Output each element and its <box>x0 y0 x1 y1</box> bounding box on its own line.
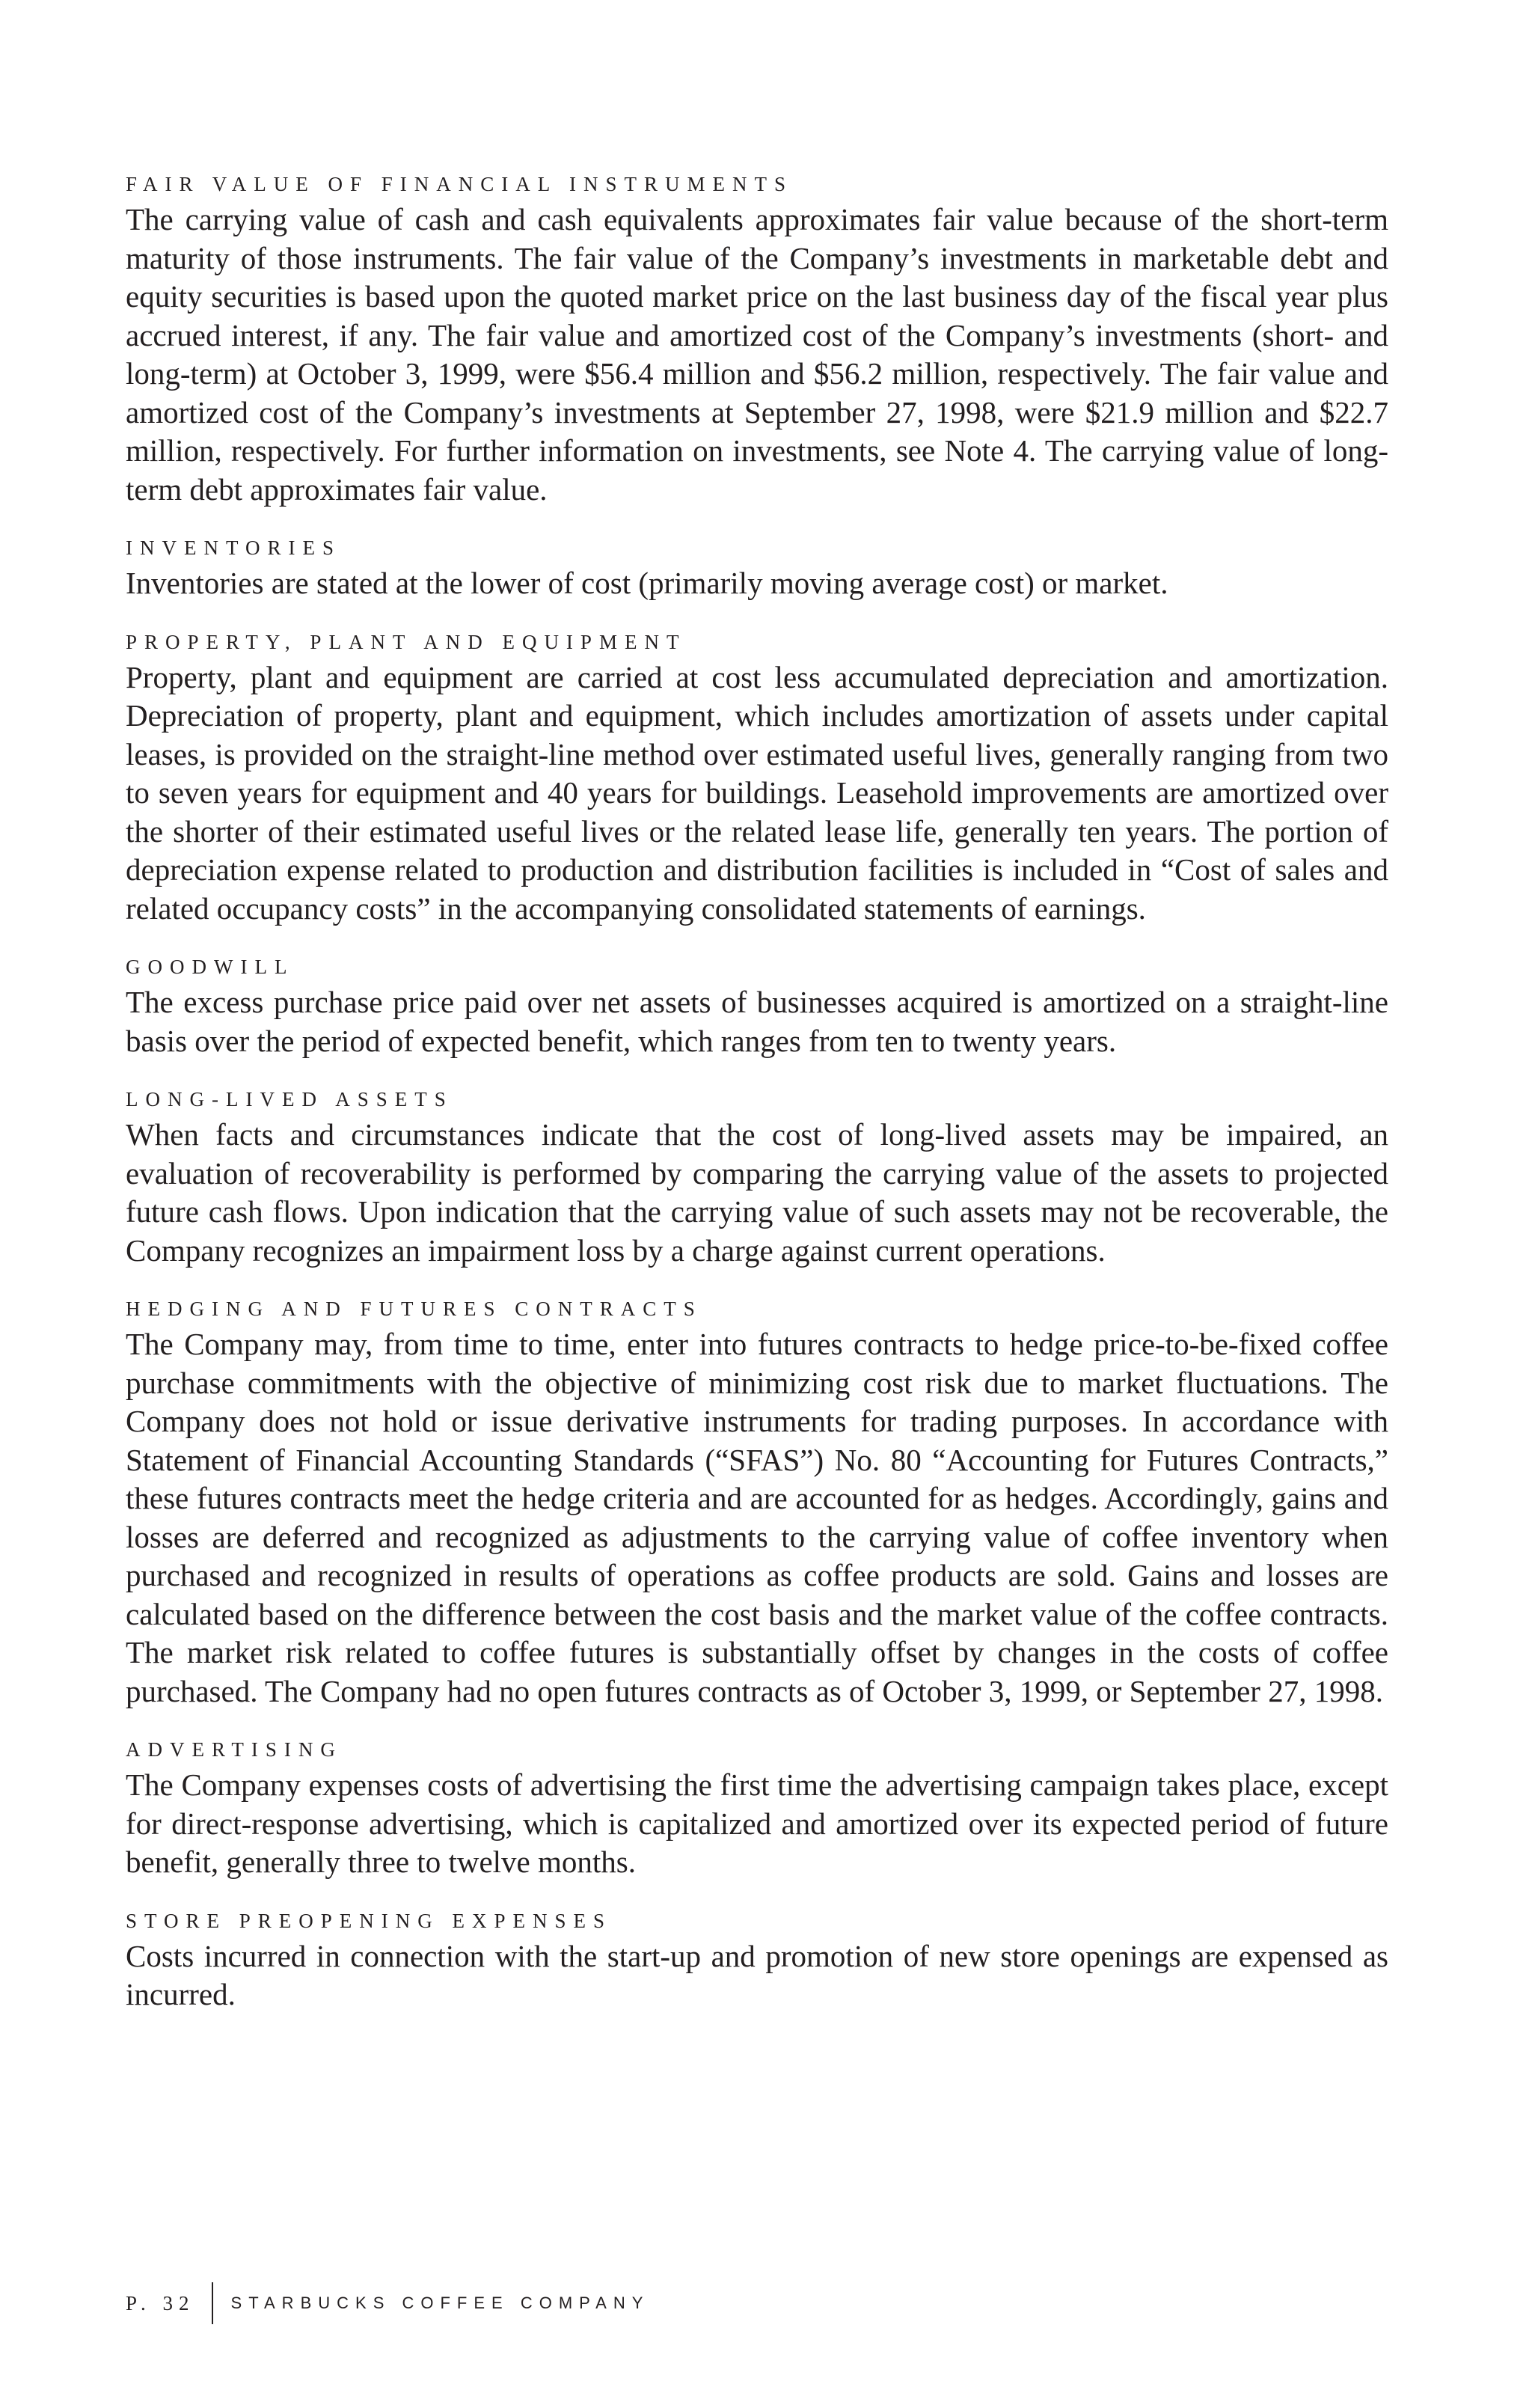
section-property-plant-equipment <box>126 629 1388 929</box>
section-store-preopening <box>126 1907 1388 2014</box>
section-body: Inventories are stated at the lower of cost (primarily moving average cost) or market. <box>126 566 1168 600</box>
section-body: The Company may, from time to time, enter into futures contracts to hedge price-to-be-fixed coffee purchase commitments with the objective of minimizing cost risk due to market fluctuations. The Company does not hold or issue derivative instruments for trading purposes. In accordance with Statement of Financial Accounting Standards (“SFAS”) No. 80 “Accounting for Futures Contracts,” these futures contracts meet the hedge criteria and are accounted for as hedges. Accordingly, gains and losses are deferred and recognized as adjustments to the carrying value of coffee inventory when purchased and recognized in results of operations as coffee products are sold. Gains and losses are calculated based on the difference between the cost basis and the market value of the coffee contracts. The market risk related to coffee futures is substantially offset by changes in the costs of coffee purchased. The Company had no open futures contracts as of October 3, 1999, or September 27, 1998. <box>126 1327 1388 1708</box>
section-body: When facts and circumstances indicate that the cost of long-lived assets may be impaired, an evaluation of recoverability is performed by comparing the carrying value of the assets to projected future cash flows. Upon indication that the carrying value of such assets may not be recoverable, the Company recognizes an impairment loss by a charge against current operations. <box>126 1117 1388 1268</box>
section-heading: INVENTORIES <box>126 537 341 559</box>
section-heading: FAIR VALUE OF FINANCIAL INSTRUMENTS <box>126 173 794 195</box>
section-fair-value <box>126 171 1388 509</box>
section-heading: ADVERTISING <box>126 1738 343 1761</box>
section-advertising <box>126 1736 1388 1882</box>
section-body: Property, plant and equipment are carried at cost less accumulated depreciation and amortization. Depreciation of property, plant and equipment, which includes amortization of assets under capital leases, is provided on the straight-line method over estimated useful lives, generally ranging from two to seven years for equipment and 40 years for buildings. Leasehold improvements are amortized over the shorter of their estimated useful lives or the related lease life, generally ten years. The portion of depreciation expense related to production and distribution facilities is included in “Cost of sales and related occupancy costs” in the accompanying consolidated statements of earnings. <box>126 659 1388 926</box>
section-hedging-futures <box>126 1295 1388 1711</box>
section-heading: GOODWILL <box>126 956 295 978</box>
section-heading: PROPERTY, PLANT AND EQUIPMENT <box>126 630 687 653</box>
company-name: STARBUCKS COFFEE COMPANY <box>230 2294 650 2312</box>
section-heading: STORE PREOPENING EXPENSES <box>126 1909 613 1932</box>
section-body: The Company expenses costs of advertising the first time the advertising campaign takes place, except for direct-response advertising, which is capitalized and amortized over its expected period of future benefit, generally three to twelve months. <box>126 1767 1388 1879</box>
page-number: P. 32 <box>126 2291 195 2314</box>
section-heading: HEDGING AND FUTURES CONTRACTS <box>126 1298 702 1320</box>
section-long-lived-assets <box>126 1086 1388 1270</box>
section-body: Costs incurred in connection with the start-up and promotion of new store openings are expensed as incurred. <box>126 1938 1388 2011</box>
page-content <box>126 171 1388 2040</box>
section-body: The excess purchase price paid over net assets of businesses acquired is amortized on a straight-line basis over the period of expected benefit, which ranges from ten to twenty years. <box>126 985 1388 1058</box>
section-inventories <box>126 534 1388 603</box>
section-goodwill <box>126 953 1388 1060</box>
page-footer <box>126 2282 649 2324</box>
section-body: The carrying value of cash and cash equivalents approximates fair value because of the short-term maturity of those instruments. The fair value of the Company’s investments in marketable debt and equity securities is based upon the quoted market price on the last business day of the fiscal year plus accrued interest, if any. The fair value and amortized cost of the Company’s investments (short- and long-term) at October 3, 1999, were $56.4 million and $56.2 million, respectively. The fair value and amortized cost of the Company’s investments at September 27, 1998, were $21.9 million and $22.7 million, respectively. For further information on investments, see Note 4. The carrying value of long-term debt approximates fair value. <box>126 202 1388 507</box>
section-heading: LONG-LIVED ASSETS <box>126 1088 453 1110</box>
